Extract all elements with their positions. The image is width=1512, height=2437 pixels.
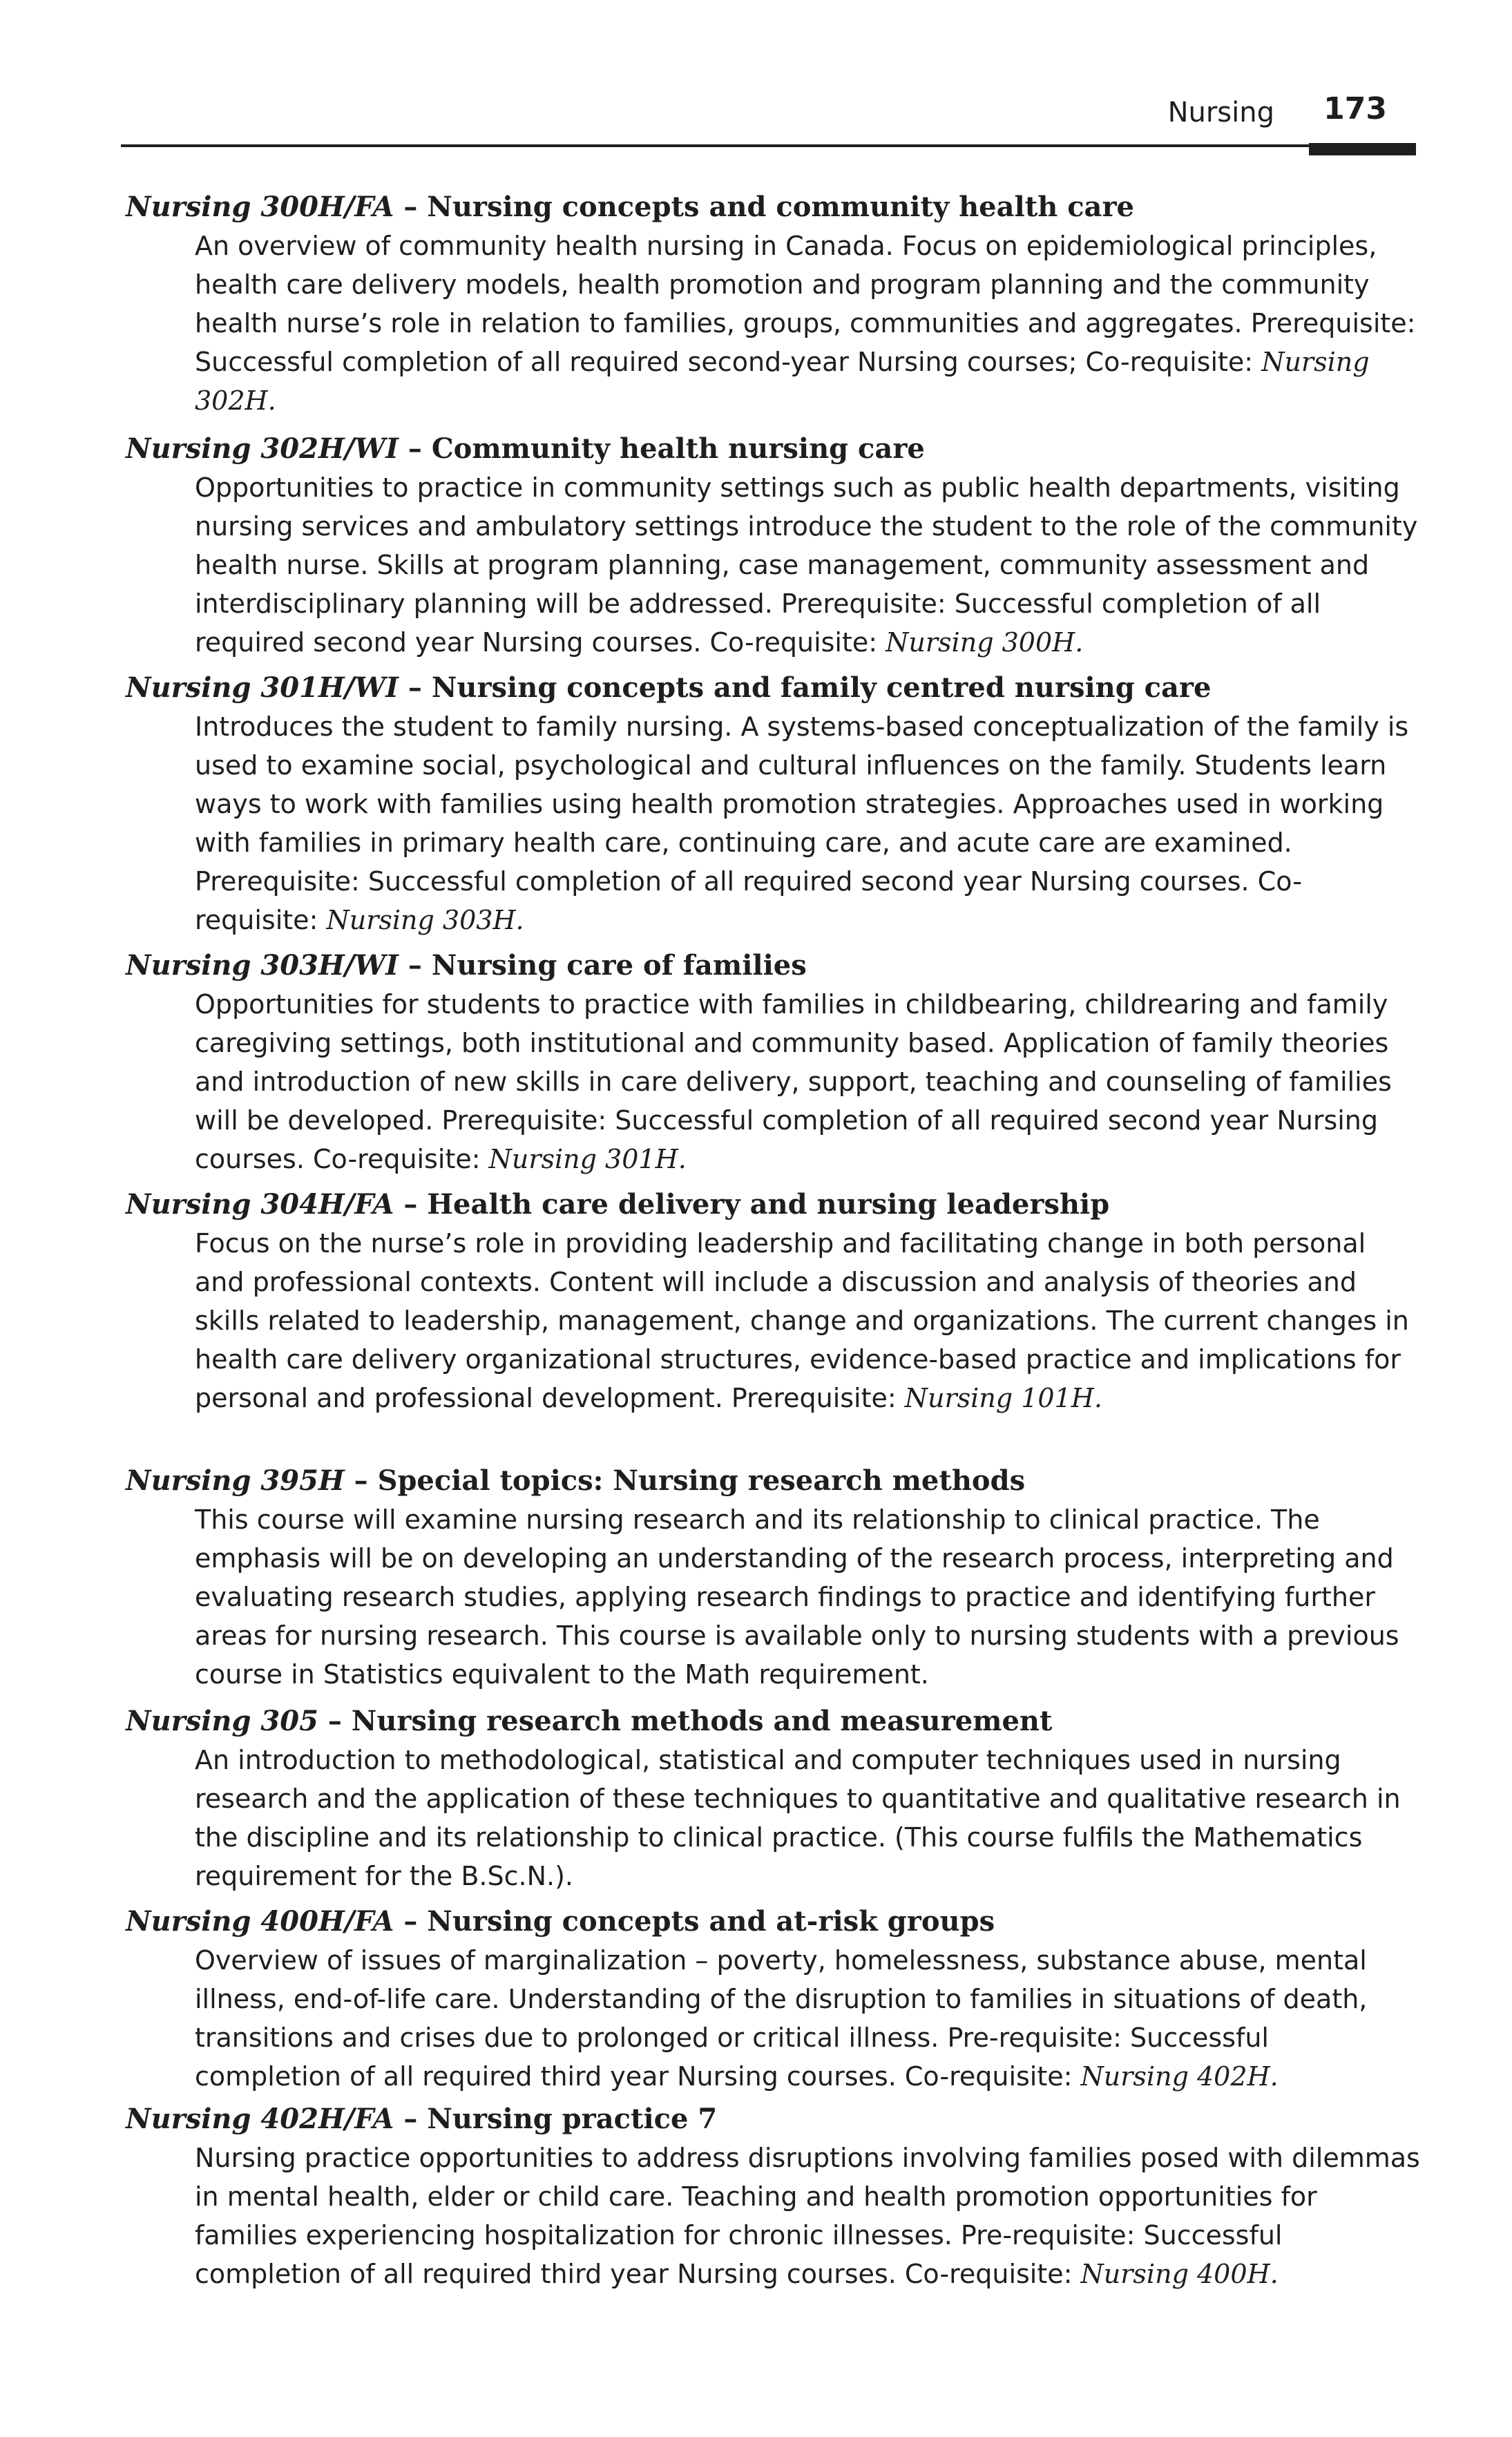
course-entry [126, 669, 1424, 939]
description-text: Introduces the student to family nursing. A systems-based conceptualization of the family is used to examine social, psychological and cultural influences on the family. Students learn ways to work with families using health promotion strategies. Approaches used in working with families in primary health care, continuing care, and acute care are examined. Prerequisite: Successful completion of all required second year Nursing courses. Co-requisite: [195, 711, 1409, 935]
description-text: Focus on the nurse’s role in providing leadership and facilitating change in both personal and professional contexts. Content will include a discussion and analysis of theories and skills related to leadership, management, change and organizations. The current changes in health care delivery organizational structures, evidence-based practice and implications for personal and professional development. Prerequisite: [195, 1228, 1409, 1413]
course-description [195, 1941, 1421, 2096]
course-heading: Nursing 395H – Special topics: Nursing research methods [126, 1464, 1026, 1497]
course-code: Nursing 305 [126, 1705, 318, 1737]
course-description [195, 1224, 1421, 1417]
course-requisite: Nursing 400H. [1080, 2259, 1279, 2289]
header-rule [121, 144, 1416, 147]
course-description [195, 227, 1421, 420]
course-code: Nursing 402H/FA [126, 2103, 394, 2135]
course-description [195, 1500, 1421, 1694]
course-requisite: Nursing 402H. [1080, 2061, 1279, 2092]
course-description [195, 2139, 1421, 2293]
course-entry [126, 1902, 1424, 2096]
course-heading: Nursing 300H/FA – Nursing concepts and community health care [126, 191, 1134, 223]
course-description [195, 1741, 1421, 1895]
course-title: Nursing concepts and family centred nursing care [431, 671, 1212, 704]
course-code: Nursing 395H [126, 1464, 345, 1497]
description-text: Opportunities to practice in community settings such as public health departments, visiting nursing services and ambulatory settings introduce the student to the role of the community health nurse. Skills at program planning, case management, community assessment and interdisciplinary planning will be addressed. Prerequisite: Successful completion of all required second year Nursing courses. Co-requisite: [195, 472, 1418, 658]
course-title: Nursing concepts and community health care [427, 191, 1134, 223]
course-entry [126, 430, 1424, 662]
course-title: Community health nursing care [431, 432, 925, 465]
course-title: Nursing care of families [431, 949, 807, 982]
description-text: An overview of community health nursing in Canada. Focus on epidemiological principles, health care delivery models, health promotion and program planning and the community health nurse’s role in relation to families, groups, communities and aggregates. Prerequisite: Successful completion of all required second-year Nursing courses; Co-requisite: [195, 231, 1416, 377]
description-text: This course will examine nursing research and its relationship to clinical practice. The emphasis will be on developing an understanding of the research process, interpreting and evaluating research studies, applying research findings to practice and identifying further areas for nursing research. This course is available only to nursing students with a previous course in Statistics equivalent to the Math requirement. [195, 1504, 1399, 1690]
course-description [195, 468, 1421, 662]
course-heading: Nursing 305 – Nursing research methods and measurement [126, 1705, 1053, 1737]
course-entry [126, 1462, 1424, 1694]
course-heading: Nursing 302H/WI – Community health nursing care [126, 432, 925, 465]
course-title: Nursing research methods and measurement [351, 1705, 1053, 1737]
course-description [195, 707, 1421, 939]
section-name: Nursing [1167, 97, 1274, 128]
course-code: Nursing 302H/WI [126, 432, 399, 465]
course-heading: Nursing 400H/FA – Nursing concepts and at-risk groups [126, 1905, 995, 1938]
page-number: 173 [1323, 91, 1387, 126]
course-title: Nursing concepts and at-risk groups [427, 1905, 995, 1938]
course-code: Nursing 400H/FA [126, 1905, 394, 1938]
course-title: Nursing practice 7 [427, 2103, 718, 2135]
course-heading: Nursing 303H/WI – Nursing care of families [126, 949, 807, 982]
course-entry [126, 188, 1424, 420]
course-requisite: Nursing 303H. [326, 905, 524, 935]
description-text: Nursing practice opportunities to address disruptions involving families posed with dilemmas in mental health, elder or child care. Teaching and health promotion opportunities for families experiencing hospitalization for chronic illnesses. Pre-requisite: Successful completion of all required third year Nursing courses. Co-requisite: [195, 2143, 1420, 2289]
course-entry [126, 946, 1424, 1178]
course-entry [126, 1702, 1424, 1895]
description-text: Overview of issues of marginalization – poverty, homelessness, substance abuse, mental illness, end-of-life care. Understanding of the disruption to families in situations of death, transitions and crises due to prolonged or critical illness. Pre-requisite: Successful completion of all required third year Nursing courses. Co-requisite: [195, 1945, 1368, 2092]
course-description [195, 985, 1421, 1178]
course-entry [126, 1185, 1424, 1417]
course-requisite: Nursing 302H. [195, 347, 1370, 416]
course-heading: Nursing 301H/WI – Nursing concepts and family centred nursing care [126, 671, 1212, 704]
course-heading: Nursing 402H/FA – Nursing practice 7 [126, 2103, 718, 2135]
description-text: Opportunities for students to practice with families in childbearing, childrearing and family caregiving settings, both institutional and community based. Application of family theories and introduction of new skills in care delivery, support, teaching and counseling of families will be developed. Prerequisite: Successful completion of all required second year Nursing courses. Co-requisite: [195, 989, 1392, 1174]
course-requisite: Nursing 301H. [488, 1144, 687, 1174]
course-code: Nursing 303H/WI [126, 949, 399, 982]
description-text: An introduction to methodological, statistical and computer techniques used in nursing research and the application of these techniques to quantitative and qualitative research in the discipline and its relationship to clinical practice. (This course fulfils the Mathematics requirement for the B.Sc.N.). [195, 1745, 1401, 1891]
course-title: Health care delivery and nursing leadership [427, 1188, 1110, 1221]
course-entry [126, 2100, 1424, 2293]
course-requisite: Nursing 300H. [886, 627, 1084, 658]
course-code: Nursing 300H/FA [126, 191, 394, 223]
course-title: Special topics: Nursing research methods [377, 1464, 1026, 1497]
course-code: Nursing 301H/WI [126, 671, 399, 704]
running-header [121, 91, 1416, 146]
course-requisite: Nursing 101H. [904, 1383, 1102, 1413]
course-code: Nursing 304H/FA [126, 1188, 394, 1221]
course-heading: Nursing 304H/FA – Health care delivery and nursing leadership [126, 1188, 1110, 1221]
header-rule-tab [1309, 143, 1416, 155]
